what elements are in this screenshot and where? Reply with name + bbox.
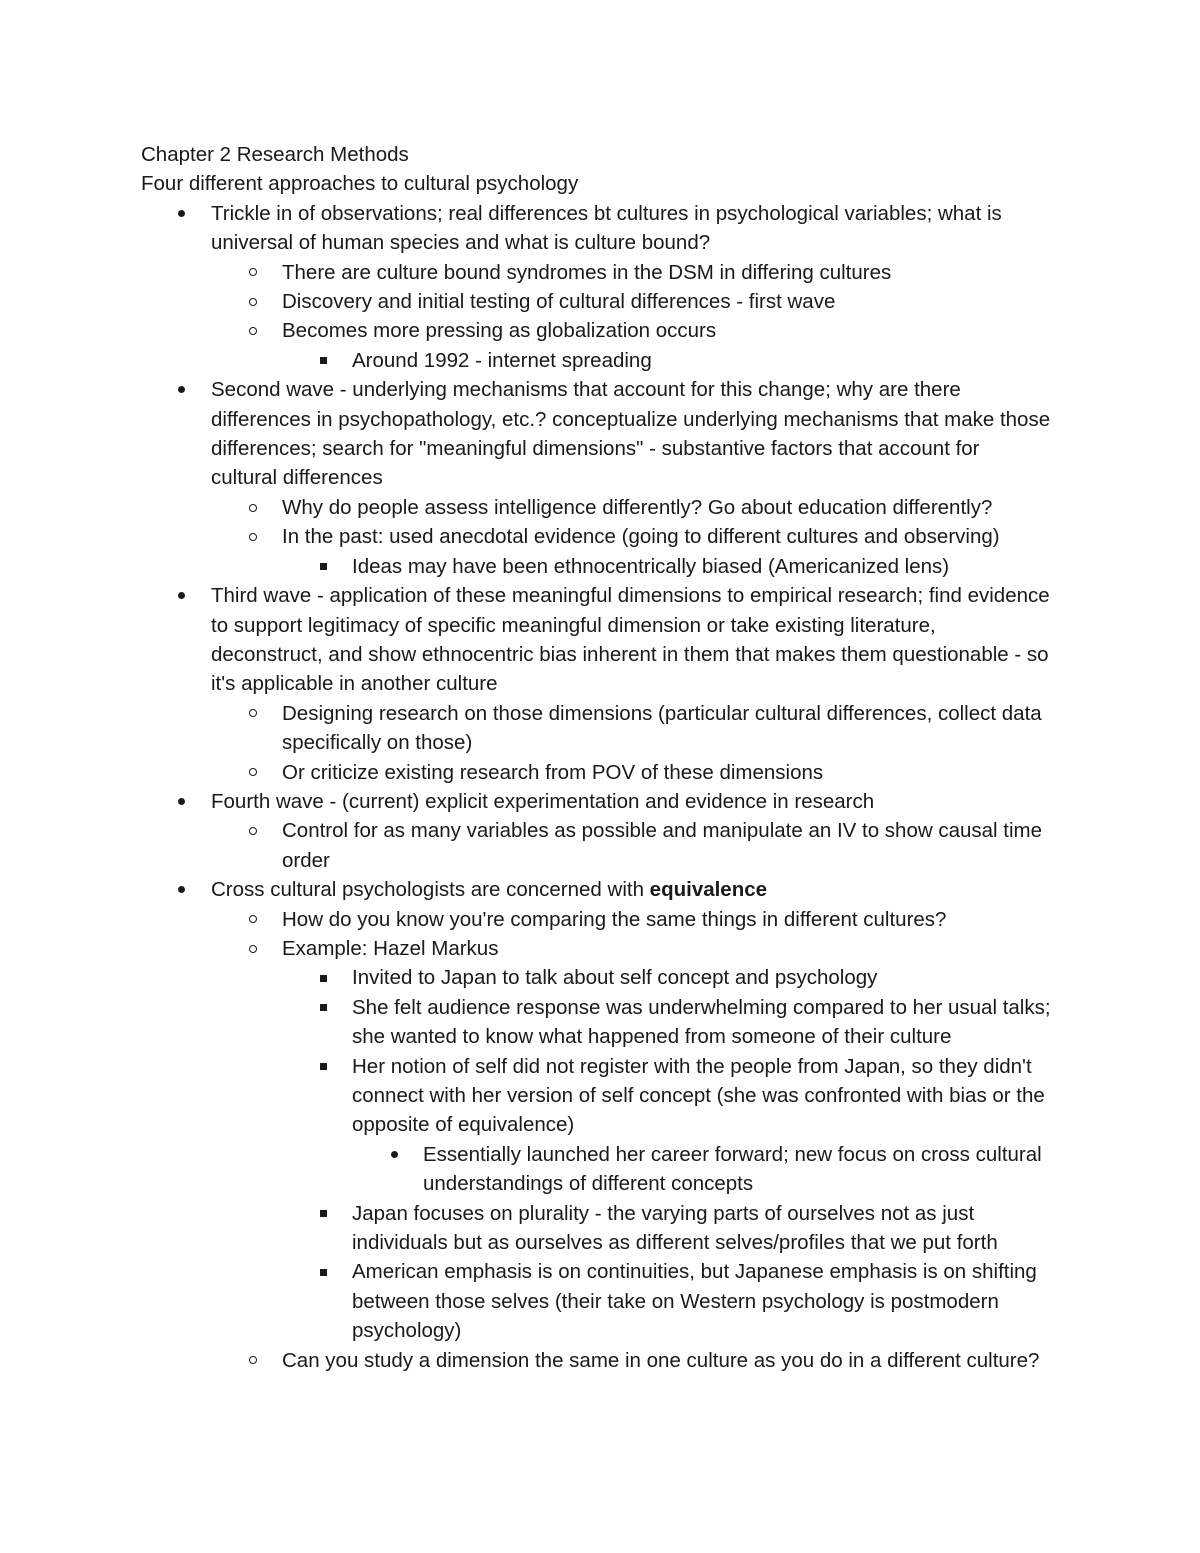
- square-bullet-icon: [316, 963, 330, 992]
- list-item: [141, 199, 1051, 258]
- square-bullet-icon: [316, 1257, 330, 1286]
- list-item-text: Why do people assess intelligence differently? Go about education differently?: [282, 495, 993, 519]
- circle-bullet-icon: [246, 1346, 260, 1375]
- list-item: [141, 581, 1051, 699]
- list-item: [141, 993, 1051, 1052]
- list-item-text: Essentially launched her career forward; new focus on cross cultural understandings of different concepts: [423, 1142, 1042, 1196]
- list-item-text: Can you study a dimension the same in one culture as you do in a different culture?: [282, 1348, 1040, 1372]
- list-item: [141, 1257, 1051, 1345]
- list-item-text: Cross cultural psychologists are concerned with: [211, 878, 650, 902]
- list-item: [141, 875, 1051, 904]
- list-item: [141, 934, 1051, 963]
- list-item: [141, 1199, 1051, 1258]
- circle-bullet-icon: [246, 934, 260, 963]
- list-item-text: Trickle in of observations; real differences bt cultures in psychological variables; what is universal of human species and what is culture bound?: [211, 201, 1002, 255]
- list-item-text: Third wave - application of these meaningful dimensions to empirical research; find evidence to support legitimacy of specific meaningful dimension or take existing literature, deconstruct, and show ethnocentric bias inherent in them that makes them questionable - so it's applicable in another culture: [211, 584, 1050, 696]
- dot-bullet-icon: [387, 1140, 401, 1169]
- list-item-text: Invited to Japan to talk about self concept and psychology: [352, 966, 878, 990]
- square-bullet-icon: [316, 993, 330, 1022]
- list-item-text: Or criticize existing research from POV of these dimensions: [282, 760, 824, 784]
- list-item-text: Second wave - underlying mechanisms that account for this change; why are there differences in psychopathology, etc.? conceptualize underlying mechanisms that make those differences; search for "meaningful dimensions" - substantive factors that account for cultural differences: [211, 378, 1051, 490]
- circle-bullet-icon: [246, 258, 260, 287]
- list-item-text: Ideas may have been ethnocentrically biased (Americanized lens): [352, 554, 950, 578]
- list-item: [141, 493, 1051, 522]
- list-item-text: In the past: used anecdotal evidence (going to different cultures and observing): [282, 525, 1000, 549]
- list-item: [141, 316, 1051, 345]
- square-bullet-icon: [316, 346, 330, 375]
- circle-bullet-icon: [246, 287, 260, 316]
- circle-bullet-icon: [246, 493, 260, 522]
- dot-bullet-icon: [174, 787, 188, 816]
- circle-bullet-icon: [246, 316, 260, 345]
- dot-bullet-icon: [174, 581, 188, 610]
- dot-bullet-icon: [174, 375, 188, 404]
- list-item: [141, 1140, 1051, 1199]
- square-bullet-icon: [316, 1199, 330, 1228]
- page-title: Chapter 2 Research Methods: [141, 143, 409, 166]
- list-item-text: Control for as many variables as possible and manipulate an IV to show causal time order: [282, 819, 1043, 872]
- circle-bullet-icon: [246, 905, 260, 934]
- list-item-text: Designing research on those dimensions (particular cultural differences, collect data specifically on those): [282, 701, 1042, 755]
- list-item: [141, 287, 1051, 316]
- document-page: [141, 140, 1051, 1375]
- list-item-text: How do you know you're comparing the same things in different cultures?: [282, 907, 947, 931]
- list-item: [141, 963, 1051, 992]
- notes-list: [141, 199, 1051, 1375]
- circle-bullet-icon: [246, 816, 260, 845]
- list-item: [141, 552, 1051, 581]
- emphasized-term: equivalence: [649, 878, 768, 902]
- list-item-text: Japan focuses on plurality - the varying parts of ourselves not as just individuals but as ourselves as different selves/profiles that we put forth: [352, 1201, 998, 1255]
- list-item: [141, 758, 1051, 787]
- list-item: [141, 816, 1051, 875]
- list-item-text: Becomes more pressing as globalization occurs: [282, 319, 717, 343]
- list-item-text: Example: Hazel Markus: [282, 936, 499, 960]
- list-item: [141, 522, 1051, 551]
- circle-bullet-icon: [246, 522, 260, 551]
- page-subtitle: Four different approaches to cultural psychology: [141, 172, 579, 196]
- square-bullet-icon: [316, 552, 330, 581]
- list-item-text: Around 1992 - internet spreading: [352, 348, 652, 372]
- list-item: [141, 1346, 1051, 1375]
- list-item: [141, 905, 1051, 934]
- list-item: [141, 787, 1051, 816]
- list-item-text: Fourth wave - (current) explicit experimentation and evidence in research: [211, 789, 875, 813]
- circle-bullet-icon: [246, 758, 260, 787]
- list-item-text: She felt audience response was underwhelming compared to her usual talks; she wanted to know what happened from someone of their culture: [352, 995, 1051, 1049]
- list-item-text: There are culture bound syndromes in the DSM in differing cultures: [282, 260, 892, 284]
- list-item: [141, 346, 1051, 375]
- square-bullet-icon: [316, 1052, 330, 1081]
- circle-bullet-icon: [246, 699, 260, 728]
- list-item: [141, 375, 1051, 493]
- dot-bullet-icon: [174, 199, 188, 228]
- list-item: [141, 699, 1051, 758]
- list-item-text: American emphasis is on continuities, but Japanese emphasis is on shifting between those selves (their take on Western psychology is postmodern psychology): [352, 1260, 1037, 1343]
- list-item-text: Discovery and initial testing of cultural differences - first wave: [282, 290, 836, 314]
- dot-bullet-icon: [174, 875, 188, 904]
- list-item: [141, 258, 1051, 287]
- list-item-text: Her notion of self did not register with the people from Japan, so they didn't connect with her version of self concept (she was confronted with bias or the opposite of equivalence): [352, 1054, 1045, 1137]
- list-item: [141, 1052, 1051, 1140]
